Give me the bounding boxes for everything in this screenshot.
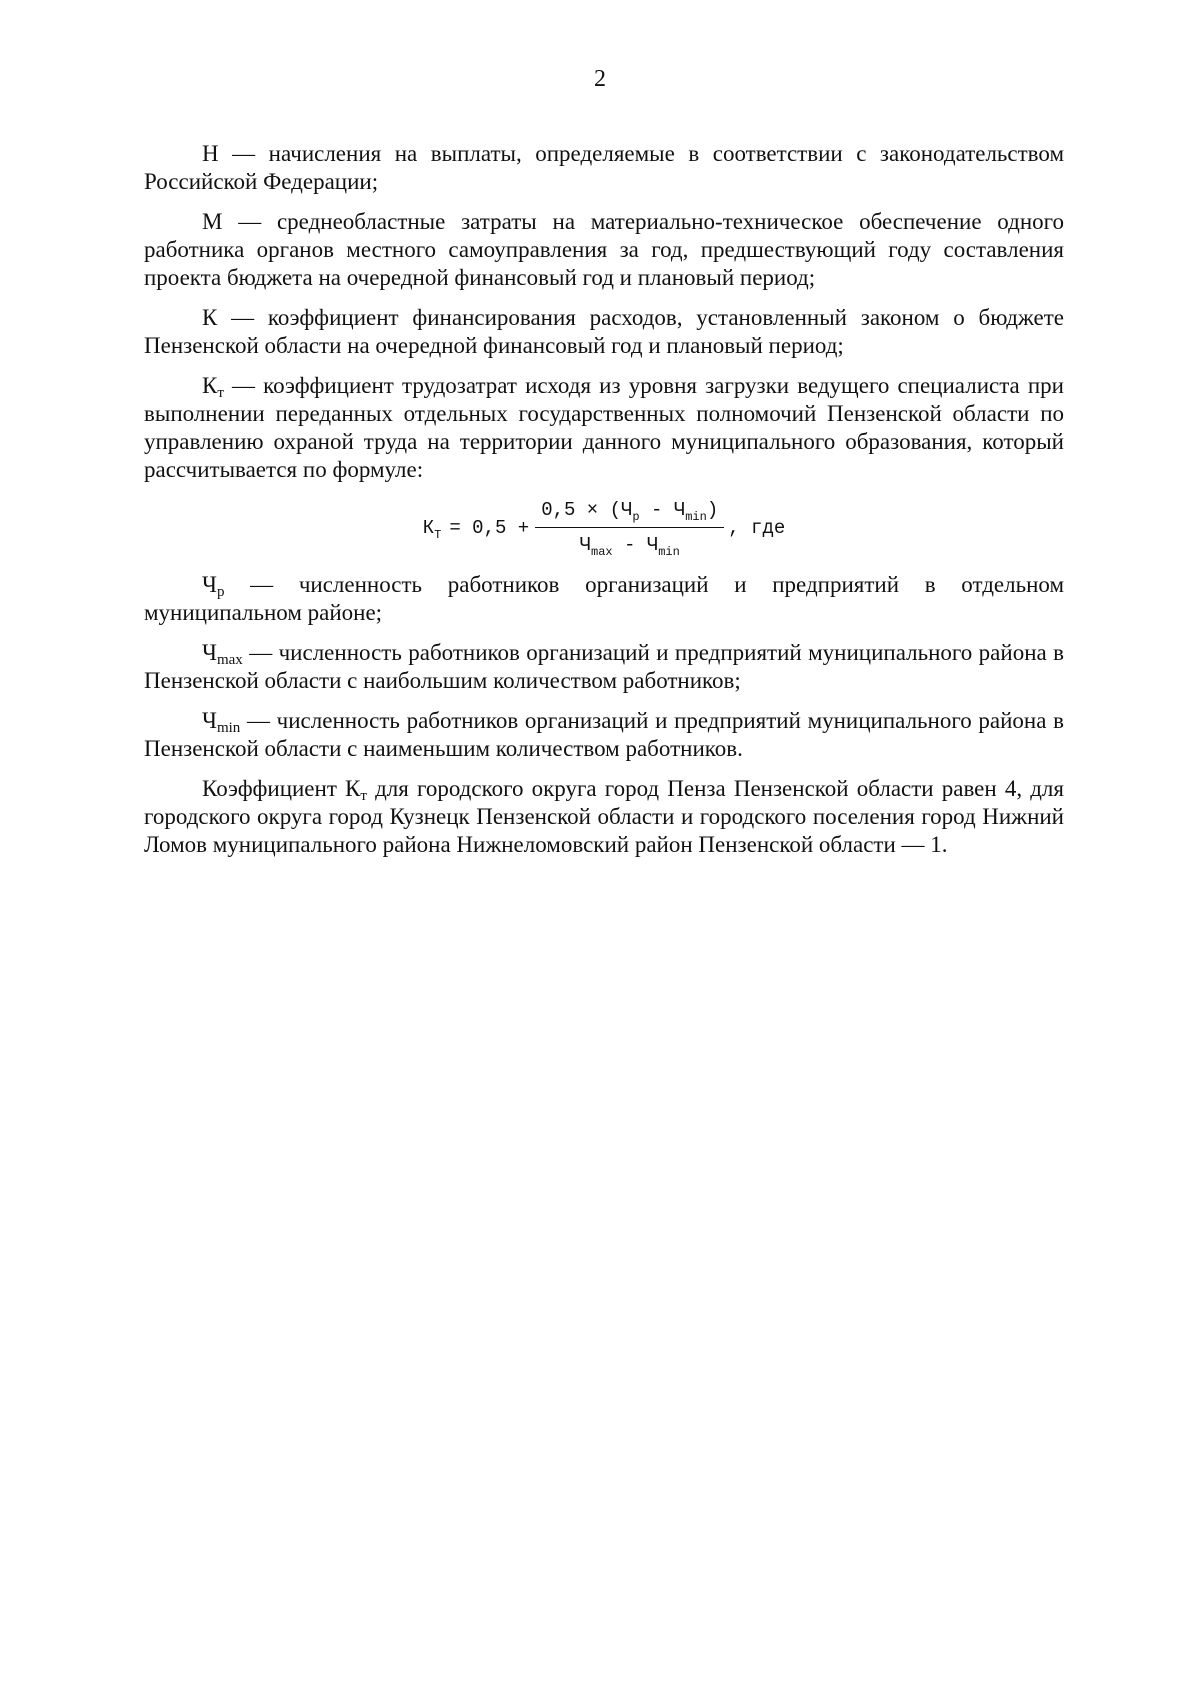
symbol-kt [202,373,224,401]
symbol-k: К [202,305,218,330]
definition-h [144,140,1064,196]
final-paragraph-after: для городского округа город Пенза Пензенской области равен 4, для городского округа город Кузнецк Пензенской области и городского поселения город Нижний Ломов муниципального района Нижнеломовский район Пензенской области — 1. [144,776,1064,857]
definition-k-text: — коэффициент финансирования расходов, установленный законом о бюджете Пензенской области на очередной финансовый год и плановый период; [144,305,1064,358]
formula-lhs-subscript: Т [434,527,442,542]
symbol-m: М [202,209,223,234]
formula-den-sub2: min [658,545,680,559]
symbol-chmin-subscript: min [216,720,241,736]
definition-chmin [144,707,1064,763]
definition-kt [144,372,1064,484]
formula-num-post: ) [706,499,719,521]
formula-numerator [535,496,724,528]
formula-num-pre: 0,5 × (Ч [541,499,633,521]
definition-chmin-text: — численность работников организаций и предприятий муниципального района в Пензенской области с наименьшим количеством работников. [144,708,1064,761]
definition-m [144,208,1064,292]
symbol-chmin [202,708,241,736]
formula-lhs-base: К [422,516,435,539]
formula-fraction [535,496,724,559]
formula-denominator [574,528,686,559]
final-paragraph-before: Коэффициент К [202,776,361,801]
formula-num-sub2: min [685,510,707,524]
symbol-chp [202,572,225,600]
formula-tail: , где [728,516,786,539]
final-paragraph-subscript: т [360,788,367,804]
definition-chmax-text: — численность работников организаций и предприятий муниципального района в Пензенской области с наибольшим количеством работников; [144,640,1064,693]
formula-equals: = 0,5 + [449,516,530,539]
definition-kt-text: — коэффициент трудозатрат исходя из уровня загрузки ведущего специалиста при выполнении переданных отдельных государственных полномочий Пензенской области по управлению охраной труда на территории данного муниципального образования, который рассчитывается по формуле: [144,373,1064,482]
symbol-chp-subscript: р [216,584,225,600]
symbol-kt-subscript: т [217,385,224,401]
kt-formula [144,496,1064,559]
symbol-chmax-subscript: max [216,652,243,668]
symbol-chp-base: Ч [202,572,217,597]
symbol-kt-base: К [202,373,218,398]
document-body [144,140,1064,871]
definition-k [144,304,1064,360]
formula-num-mid: - Ч [639,499,686,521]
symbol-chmin-base: Ч [202,708,217,733]
definition-chmax [144,639,1064,695]
page-number: 2 [594,66,606,92]
definition-chp [144,571,1064,627]
symbol-chmax-base: Ч [202,640,217,665]
formula-den-mid: - Ч [612,534,659,556]
final-paragraph [144,775,1064,859]
formula-den-pre: Ч [579,534,591,556]
symbol-chmax [202,640,243,668]
formula-lhs [423,514,442,542]
definition-h-text: — начисления на выплаты, определяемые в соответствии с законодательством Российской Федерации; [144,141,1064,194]
symbol-h: Н [202,141,219,166]
formula-den-sub1: max [591,545,613,559]
definition-chp-text: — численность работников организаций и предприятий в отдельном муниципальном районе; [144,572,1064,625]
formula-num-sub1: р [632,510,640,524]
definition-m-text: — среднеобластные затраты на материально-техническое обеспечение одного работника органов местного самоуправления за год, предшествующий году составления проекта бюджета на очередной финансовый год и плановый период; [144,209,1064,290]
